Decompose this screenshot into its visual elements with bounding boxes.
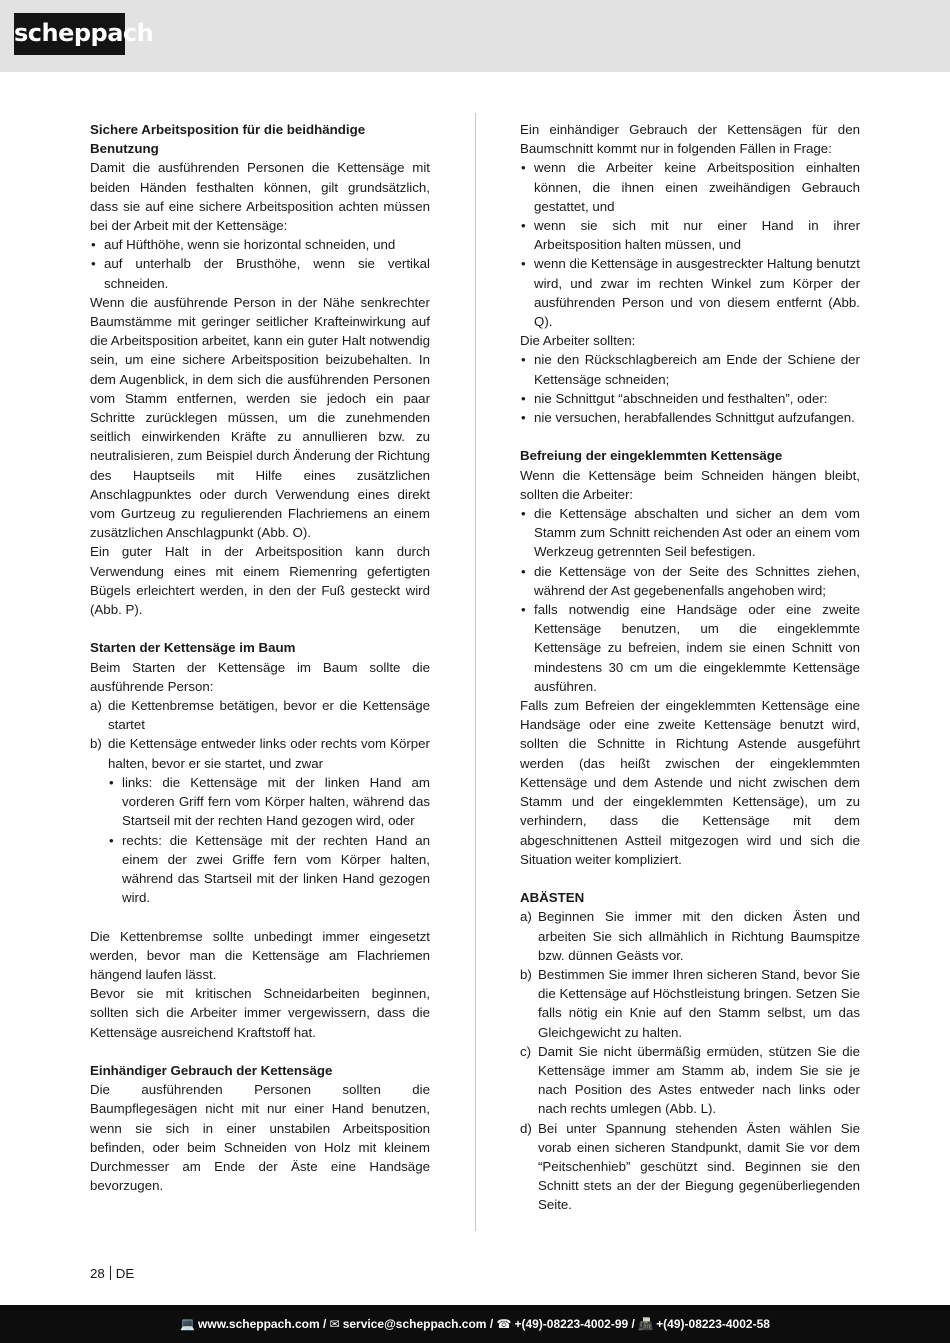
paragraph: Damit die ausführenden Personen die Kettensäge mit beiden Händen festhalten können, gilt grundsätzlich, dass sie auf eine sichere Arbeitsposition achten müssen bei der Arbeit mit der Kettensäge: (90, 160, 430, 234)
sub-bullet-list (108, 773, 430, 907)
list-item: • wenn sie sich mit nur einer Hand in ihrer Arbeitsposition halten müssen, und (520, 216, 860, 254)
paragraph: Ein guter Halt in der Arbeitsposition kann durch Verwendung eines mit einem Riemenring gefertigten Bügels erleichtert werden, in den der Fuß gesteckt wird (Abb. P). (90, 544, 430, 618)
list-item-text: Damit Sie nicht übermäßig ermüden, stützen Sie die Kettensäge immer am Stamm ab, indem Sie sie je nach Position des Astes entweder nach links oder nach rechts umlegen (Abb. L). (538, 1043, 860, 1117)
bullet-list (520, 504, 860, 696)
page-footer (0, 1305, 950, 1343)
page-number-value: 28 (90, 1266, 105, 1281)
list-item: • wenn die Kettensäge in ausgestreckter Haltung benutzt wird, und zwar im rechten Winkel zum Körper der ausführenden Person und von diesem entfernt (Abb. Q). (520, 254, 860, 331)
scheppach-logo: scheppach (14, 13, 125, 55)
footer-separator: / (319, 1317, 330, 1331)
list-item-text: Beginnen Sie immer mit den dicken Ästen und arbeiten Sie sich allmählich in Richtung Baumspitze bzw. dünnen Geästs vor. (538, 909, 860, 963)
list-item: • auf Hüfthöhe, wenn sie horizontal schneiden, und (90, 235, 430, 254)
column-divider (475, 113, 476, 1231)
list-marker: a) (90, 698, 102, 714)
list-marker: d) (520, 1120, 532, 1136)
list-marker: b) (520, 966, 532, 982)
list-marker: c) (520, 1043, 532, 1059)
list-marker: b) (90, 736, 102, 752)
bullet-list (90, 235, 430, 293)
fax-icon: 📠 (638, 1317, 654, 1331)
page-number-separator (110, 1266, 111, 1280)
lettered-list (520, 907, 860, 1214)
list-item (520, 1042, 860, 1119)
list-item: • rechts: die Kettensäge mit der rechten Hand an einem der zwei Griffe fern vom Körper halten, während das Startseil mit der linken Hand gezogen wird. (108, 831, 430, 908)
footer-email: service@scheppach.com (342, 1317, 487, 1331)
paragraph: Falls zum Befreien der eingeklemmten Kettensäge eine Handsäge oder eine zweite Kettensäge benutzt wird, sollten die Schnitte in Richtung Astende ausgeführt werden (das heißt zwischen der eingeklemmten Kettensäge und dem Astende und nicht zwischen dem Stamm und der eingeklemmten Kettensäge), um zu verhindern, dass die Kettensäge mit dem abgeschnittenen Astteil mitgezogen wird und sich die Situation weiter kompliziert. (520, 698, 860, 867)
left-column (90, 120, 430, 1195)
paragraph: Wenn die Kettensäge beim Schneiden hängen bleibt, sollten die Arbeiter: (520, 467, 860, 502)
list-item (520, 1119, 860, 1215)
list-item (520, 965, 860, 1042)
lettered-list (90, 696, 430, 773)
page-header (0, 0, 950, 72)
page-language: DE (115, 1266, 135, 1281)
paragraph: Beim Starten der Kettensäge im Baum sollte die ausführende Person: (90, 659, 430, 694)
footer-fax: +(49)-08223-4002-58 (656, 1317, 770, 1331)
heading-einhaendiger-gebrauch: Einhändiger Gebrauch der Kettensäge (90, 1062, 333, 1078)
list-item: • nie Schnittgut “abschneiden und festhalten”, oder: (520, 389, 860, 408)
heading-starten: Starten der Kettensäge im Baum (90, 640, 296, 656)
list-item: • falls notwendig eine Handsäge oder eine zweite Kettensäge benutzen, um die eingeklemmte Kettensäge zu befreien, indem sie einen Schnitt von mindestens 30 cm um die eingeklemmte Kettensäge ausführen. (520, 600, 860, 696)
list-item-text: Bei unter Spannung stehenden Ästen wählen Sie vorab einen sicheren Standpunkt, damit Sie vor dem “Peitschenhieb” geschützt sind. Beginnen sie den Schnitt stets an der der Biegung gegenüberliegenden Seite. (538, 1120, 860, 1213)
paragraph: Die Kettenbremse sollte unbedingt immer eingesetzt werden, bevor man die Kettensäge am Flachriemen hängend laufen lässt. (90, 928, 430, 982)
list-item-text: die Kettenbremse betätigen, bevor er die Kettensäge startet (108, 698, 430, 733)
heading-befreiung: Befreiung der eingeklemmten Kettensäge (520, 448, 783, 464)
paragraph: Bevor sie mit kritischen Schneidarbeiten beginnen, sollten sich die Arbeiter immer vergewissern, dass die Kettensäge ausreichend Kraftstoff hat. (90, 986, 430, 1040)
footer-website: www.scheppach.com (198, 1317, 320, 1331)
paragraph: Die Arbeiter sollten: (520, 333, 636, 349)
footer-separator: / (628, 1317, 639, 1331)
bullet-list (520, 350, 860, 427)
list-item-text: Bestimmen Sie immer Ihren sicheren Stand, bevor Sie die Kettensäge auf Höchstleistung bringen. Setzen Sie falls nötig ein Knie auf den Stamm selbst, um das Gleichgewicht zu halten. (538, 966, 860, 1040)
heading-abaesten: ABÄSTEN (520, 890, 585, 906)
list-item: • die Kettensäge von der Seite des Schnittes ziehen, während der Ast gegebenenfalls angehoben wird; (520, 562, 860, 600)
phone-icon: ☎ (496, 1317, 512, 1331)
list-item (90, 734, 430, 772)
paragraph: Ein einhändiger Gebrauch der Kettensägen für den Baumschnitt kommt nur in folgenden Fällen in Frage: (520, 122, 860, 157)
heading-sichere-arbeitsposition: Sichere Arbeitsposition für die beidhändige Benutzung (90, 122, 366, 157)
page-number (90, 1265, 134, 1283)
paragraph: Die ausführenden Personen sollten die Baumpflegesägen nicht mit nur einer Hand benutzen, wenn sie sich in einer unstabilen Arbeitsposition befinden, oder beim Schneiden von Holz mit kleinem Durchmesser am Ende der Äste eine Handsäge bevorzugen. (90, 1082, 430, 1194)
list-item (520, 907, 860, 965)
mail-icon: ✉ (329, 1317, 340, 1331)
footer-phone: +(49)-08223-4002-99 (514, 1317, 629, 1331)
list-item: • auf unterhalb der Brusthöhe, wenn sie vertikal schneiden. (90, 254, 430, 292)
list-item: • nie den Rückschlagbereich am Ende der Schiene der Kettensäge schneiden; (520, 350, 860, 388)
list-item: • die Kettensäge abschalten und sicher an dem vom Stamm zum Schnitt reichenden Ast oder an einem vom Werkzeug getrennten Seil befestigen. (520, 504, 860, 562)
footer-separator: / (486, 1317, 497, 1331)
list-item: • links: die Kettensäge mit der linken Hand am vorderen Griff fern vom Körper halten, während das Startseil mit der rechten Hand gezogen wird, oder (108, 773, 430, 831)
right-column (520, 120, 860, 1215)
list-marker: a) (520, 909, 532, 925)
list-item-text: die Kettensäge entweder links oder rechts vom Körper halten, bevor er sie startet, und zwar (108, 736, 430, 771)
list-item: • wenn die Arbeiter keine Arbeitsposition einhalten können, die ihnen einen zweihändigen Gebrauch gestattet, und (520, 158, 860, 216)
bullet-list (520, 158, 860, 331)
list-item (90, 696, 430, 734)
computer-icon: 💻 (180, 1317, 196, 1331)
list-item: • nie versuchen, herabfallendes Schnittgut aufzufangen. (520, 408, 860, 427)
paragraph: Wenn die ausführende Person in der Nähe senkrechter Baumstämme mit geringer seitlicher Krafteinwirkung auf die Arbeitsposition arbeitet, kann ein guter Halt notwendig sein, um eine sichere Arbeitsposition beizubehalten. In dem Augenblick, in dem sich die ausführenden Personen vom Stamm entfernen, werden sie jedoch ein paar Schritte zurücklegen müssen, um die zunehmenden seitlich einwirkenden Kräfte zu annullieren bzw. zu neutralisieren, zum Beispiel durch Änderung der Richtung des Hauptseils mit Hilfe eines zusätzlichen Anschlagpunktes oder durch Verwendung eines direkt vom Gurtzeug zu regulierenden Flachriemens an einem zusätzlichen Anschlagpunkt (Abb. O). (90, 294, 430, 541)
